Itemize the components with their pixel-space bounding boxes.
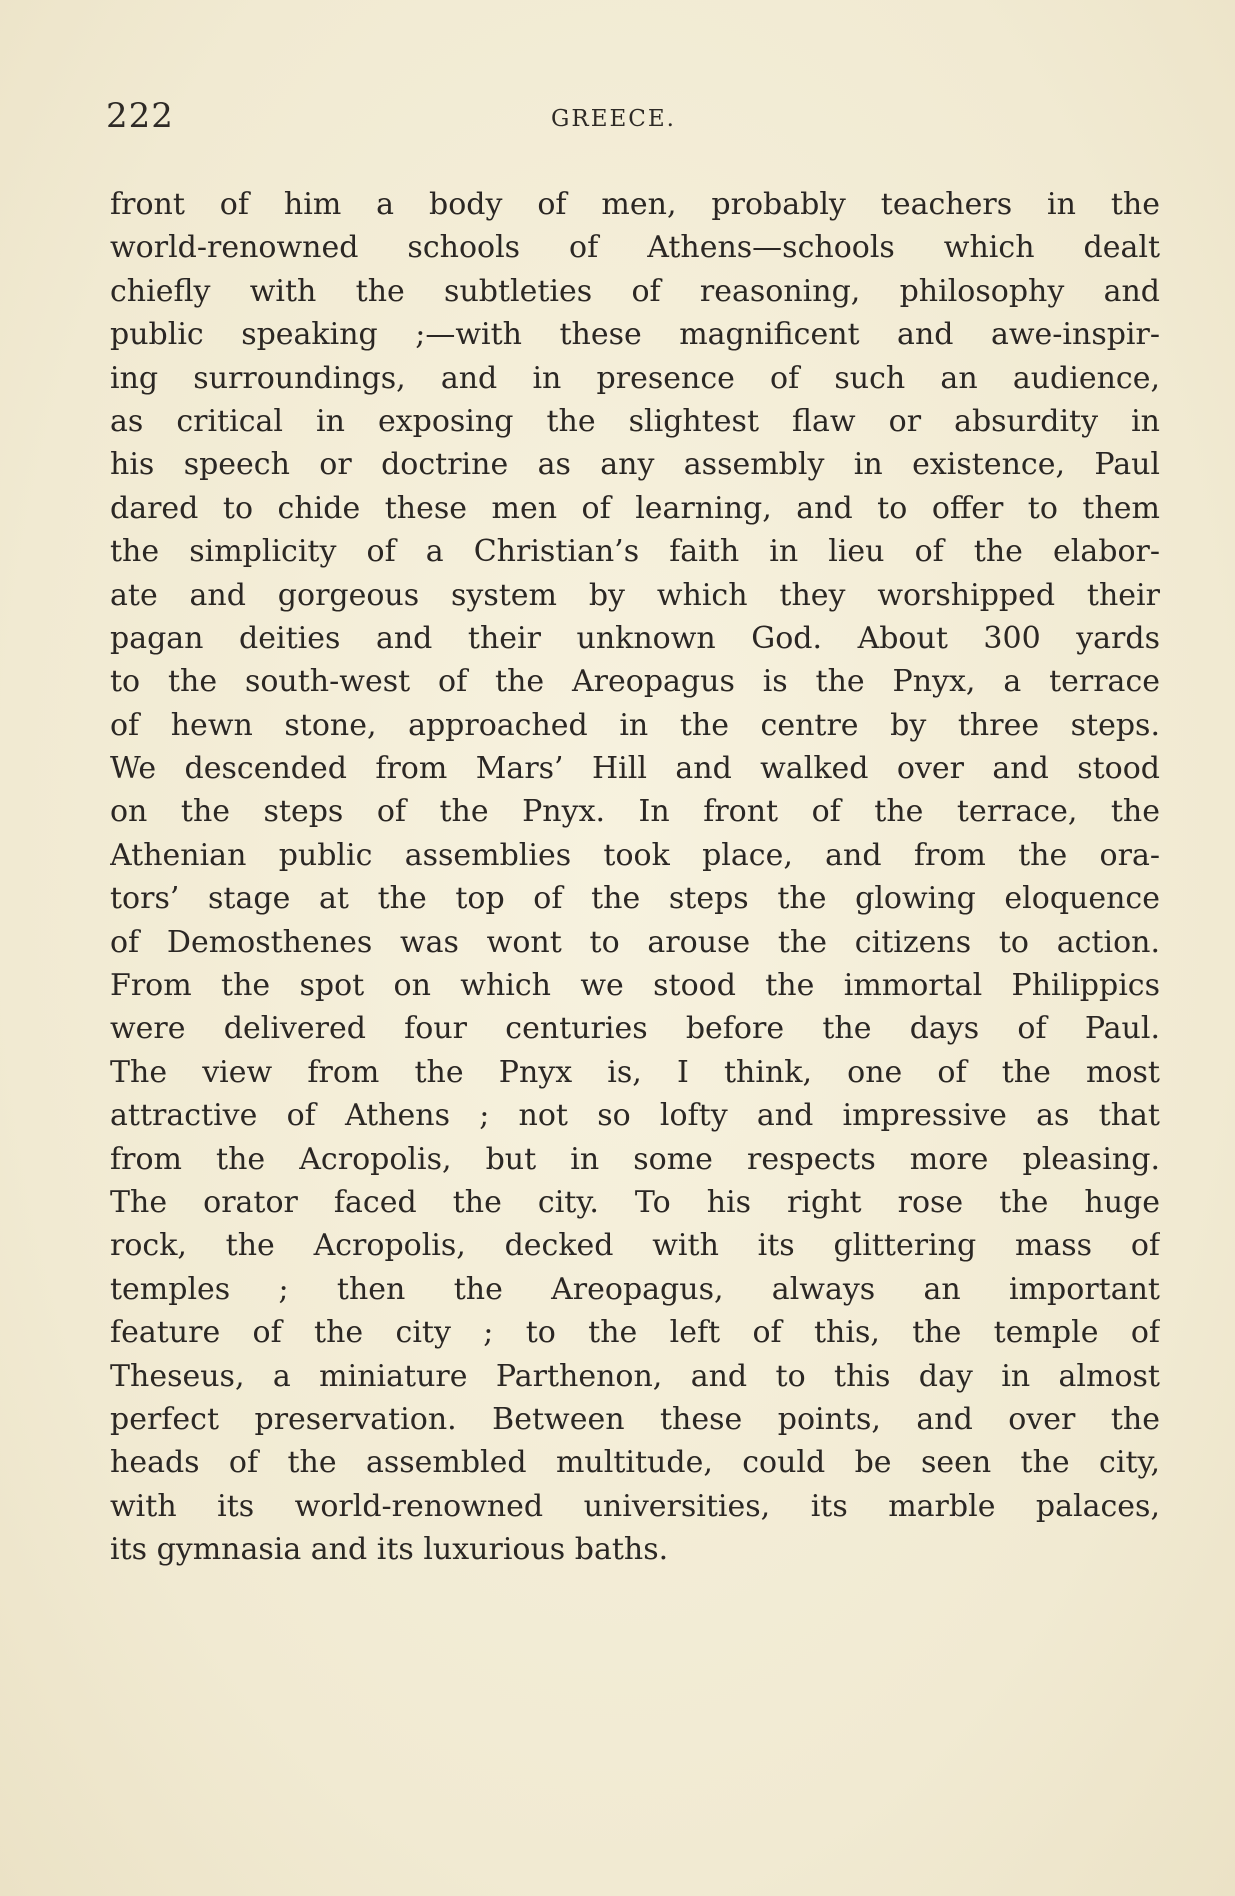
text-line: the simplicity of a Christian’s faith in lieu of the elabor- [110, 534, 1160, 570]
text-line: perfect preservation. Between these points, and over the [110, 1401, 1160, 1437]
text-line: public speaking ;—with these magnificent and awe-inspir- [110, 317, 1160, 353]
running-title: GREECE. [551, 106, 676, 132]
body-text [110, 183, 1160, 1572]
text-line: heads of the assembled multitude, could be seen the city, [110, 1445, 1160, 1481]
page-number: 222 [106, 96, 174, 136]
text-line: rock, the Acropolis, decked with its glittering mass of [110, 1228, 1160, 1264]
text-line: as critical in exposing the slightest flaw or absurdity in [110, 403, 1160, 439]
text-line: Athenian public assemblies took place, and from the ora- [110, 837, 1160, 873]
text-line: ate and gorgeous system by which they worshipped their [110, 577, 1160, 613]
text-line: From the spot on which we stood the immortal Philippics [110, 968, 1160, 1004]
text-line: from the Acropolis, but in some respects more pleasing. [110, 1141, 1160, 1177]
text-line: attractive of Athens ; not so lofty and impressive as that [110, 1098, 1160, 1134]
text-line: temples ; then the Areopagus, always an important [110, 1271, 1160, 1307]
text-line: of Demosthenes was wont to arouse the citizens to action. [110, 924, 1160, 960]
text-line: Theseus, a miniature Parthenon, and to this day in almost [110, 1358, 1160, 1394]
text-line: The orator faced the city. To his right rose the huge [110, 1184, 1160, 1220]
text-line: ing surroundings, and in presence of such an audience, [110, 360, 1160, 396]
text-line: The view from the Pnyx is, I think, one of the most [110, 1054, 1160, 1090]
text-line: on the steps of the Pnyx. In front of the terrace, the [110, 794, 1160, 830]
text-line: his speech or doctrine as any assembly in existence, Paul [110, 447, 1160, 483]
page-header [106, 96, 1156, 146]
text-line: with its world-renowned universities, its marble palaces, [110, 1488, 1160, 1524]
text-line: its gymnasia and its luxurious baths. [110, 1532, 669, 1568]
text-line: dared to chide these men of learning, and to offer to them [110, 490, 1160, 526]
text-line: tors’ stage at the top of the steps the glowing eloquence [110, 881, 1160, 917]
text-line: pagan deities and their unknown God. About 300 yards [110, 620, 1160, 656]
text-line: feature of the city ; to the left of this, the temple of [110, 1315, 1160, 1351]
text-line: world-renowned schools of Athens—schools which dealt [110, 230, 1160, 266]
text-line: chiefly with the subtleties of reasoning, philosophy and [110, 273, 1160, 309]
text-line: were delivered four centuries before the days of Paul. [110, 1011, 1160, 1047]
text-line: We descended from Mars’ Hill and walked over and stood [110, 751, 1160, 787]
text-line: front of him a body of men, probably teachers in the [110, 187, 1160, 222]
text-line: of hewn stone, approached in the centre by three steps. [110, 707, 1160, 743]
text-line: to the south-west of the Areopagus is the Pnyx, a terrace [110, 664, 1160, 700]
